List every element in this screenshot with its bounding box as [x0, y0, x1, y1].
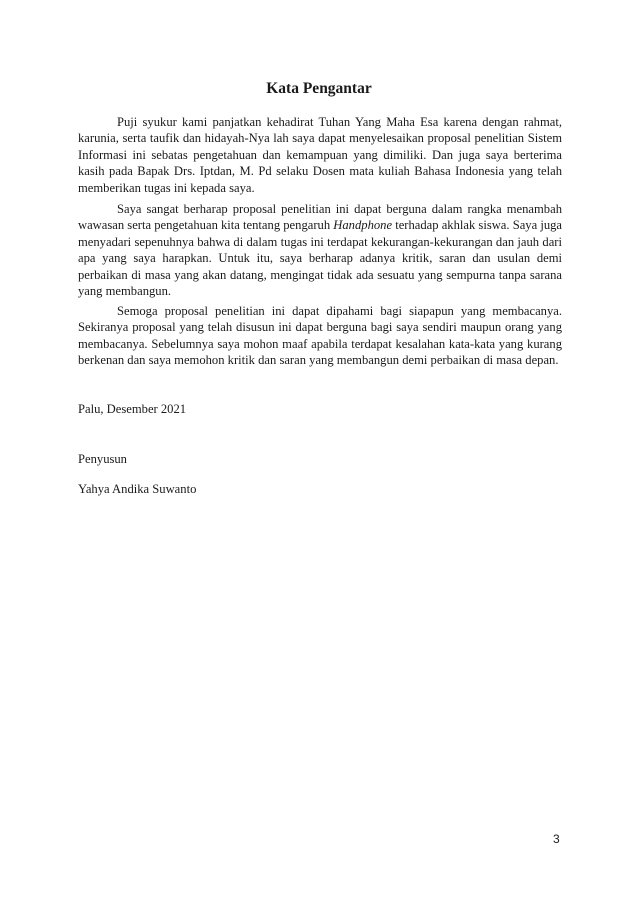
page-title: Kata Pengantar: [266, 80, 372, 97]
paragraph-hope: [78, 201, 562, 299]
paragraph-hope-text-start: Saya sangat berharap proposal penelitian ini dapat berguna dalam rangka menambah wawasan serta pengetahuan kita tentang pengaruh: [78, 202, 562, 233]
paragraph-hope-italic-term: Handphone: [333, 218, 393, 233]
place-date: Palu, Desember 2021: [78, 402, 187, 416]
paragraph-gratitude: Puji syukur kami panjatkan kehadirat Tuhan Yang Maha Esa karena dengan rahmat, karunia, serta taufik dan hidayah-Nya lah saya dapat menyelesaikan proposal penelitian Sistem Informasi ini sebatas pengetahuan dan kemampuan yang dimiliki. Dan juga saya berterima kasih pada Bapak Drs. Iptdan, M. Pd selaku Dosen mata kuliah Bahasa Indonesia yang telah memberikan tugas ini kepada saya.: [78, 115, 562, 195]
page-number: 3: [553, 832, 560, 846]
paragraph-hope-text-end: terhadap akhlak siswa. Saya juga menyadari sepenuhnya bahwa di dalam tugas ini terdapat kekurangan-kekurangan dan jauh dari apa yang saya harapkan. Untuk itu, saya berharap adanya kritik, saran dan usulan demi perbaikan di masa yang akan datang, mengingat tidak ada sesuatu yang sempurna tanpa sarana yang membangun.: [78, 218, 563, 299]
paragraph-closing: Semoga proposal penelitian ini dapat dipahami bagi siapapun yang membacanya. Sekiranya proposal yang telah disusun ini dapat berguna bagi saya sendiri maupun orang yang membacanya. Sebelumnya saya mohon maaf apabila terdapat kesalahan kata-kata yang kurang berkenan dan saya memohon kritik dan saran yang membangun demi perbaikan di masa depan.: [78, 304, 562, 368]
author-name: Yahya Andika Suwanto: [78, 482, 197, 496]
compiler-label: Penyusun: [78, 452, 127, 466]
